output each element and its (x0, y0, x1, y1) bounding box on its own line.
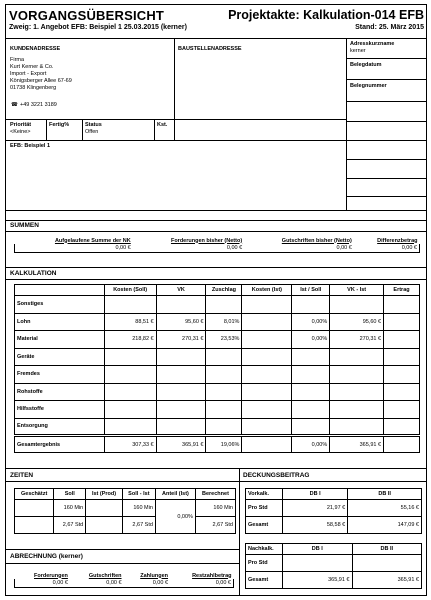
deckung-cell: 55,16 € (348, 500, 422, 517)
summen-value: 0,00 € (15, 244, 133, 252)
status-date: Stand: 25. März 2015 (355, 24, 424, 31)
kalk-cell (156, 366, 206, 384)
project-title: Projektakte: Kalkulation-014 EFB (228, 8, 424, 22)
kalk-cell (206, 366, 242, 384)
kalk-row (15, 383, 420, 401)
abrechnung-value: 0,00 € (15, 579, 70, 587)
priority-label: Priorität (10, 122, 32, 128)
kalk-cell (104, 401, 156, 419)
kalk-cell (242, 383, 292, 401)
divider (239, 481, 426, 482)
kalk-row (15, 418, 420, 436)
abrechnung-header: Restzahlbetrag (192, 572, 232, 579)
deckung-vor-table (245, 488, 422, 534)
kalk-cell: 270,31 € (156, 331, 206, 349)
summen-header: Gutschriften bisher (Netto) (281, 237, 352, 244)
summen-value: 0,00 € (354, 244, 420, 252)
kalk-total-cell (384, 436, 420, 453)
kalk-total-cell: 365,91 € (156, 436, 206, 453)
kalk-cell (292, 418, 330, 436)
kalk-cell: 218,82 € (104, 331, 156, 349)
kalk-cell (206, 348, 242, 366)
kalk-cell (384, 348, 420, 366)
deckung-cell (352, 555, 422, 572)
vorkalk-label: Vorkalk. (246, 489, 283, 500)
kalk-cell (156, 296, 206, 314)
kalk-cell (330, 366, 384, 384)
abrechnung-value: 0,00 € (124, 579, 170, 587)
header (9, 8, 424, 38)
summen-value: 0,00 € (244, 244, 354, 252)
kalk-row (15, 313, 420, 331)
zeiten-cell (86, 517, 123, 534)
kalk-cell (242, 313, 292, 331)
kalk-cell (384, 401, 420, 419)
kalk-cell (156, 401, 206, 419)
kalk-header: VK - Ist (330, 285, 384, 296)
kalk-cell (384, 418, 420, 436)
kalk-cell: 95,60 € (156, 313, 206, 331)
kalk-cell (330, 296, 384, 314)
done-label: Fertig% (49, 122, 70, 128)
kalk-total-cell: 19,06% (206, 436, 242, 453)
customer-phone: +49 3221 3189 (20, 102, 57, 108)
kalk-total-label: Gesamtergebnis (15, 436, 105, 453)
deckung-cell: 365,91 € (352, 572, 422, 589)
gesamt-label: Gesamt (246, 517, 283, 534)
zeiten-cell (15, 500, 54, 517)
kalk-cell: 88,51 € (104, 313, 156, 331)
kalk-row-label: Fremdes (15, 366, 105, 384)
kalk-total-row (15, 436, 420, 453)
kalk-row-label: Geräte (15, 348, 105, 366)
kalk-cell (206, 296, 242, 314)
divider (6, 267, 426, 268)
kalk-row-label: Entsorgung (15, 418, 105, 436)
zeiten-header: Soll - Ist (122, 489, 155, 500)
kalk-row (15, 348, 420, 366)
zeiten-cell: 160 Min (195, 500, 235, 517)
kalk-cell (292, 366, 330, 384)
abrechnung-header: Gutschriften (88, 572, 122, 579)
deckung-nach-table (245, 543, 422, 589)
kalk-header: Kosten (Ist) (242, 285, 292, 296)
priority-value: <Keine> (10, 129, 31, 135)
divider (346, 196, 426, 197)
short-name-value: kerner (350, 48, 366, 54)
kalk-cell (206, 418, 242, 436)
pro-std-label: Pro Std (246, 500, 283, 517)
summen-header: Aufgelaufene Summe der NK (54, 237, 131, 244)
kalk-cell (384, 331, 420, 349)
zeiten-header: Anteil (Ist) (155, 489, 195, 500)
summen-header: Differenzbetrag (377, 237, 418, 244)
summen-table (14, 237, 420, 253)
divider (346, 58, 426, 59)
document-number-label: Belegnummer (350, 83, 387, 89)
kalk-cell: 270,31 € (330, 331, 384, 349)
db2-header: DB II (348, 489, 422, 500)
divider (6, 220, 426, 221)
divider (6, 38, 426, 39)
summen-title: SUMMEN (10, 222, 39, 229)
summen-value: 0,00 € (133, 244, 244, 252)
kalk-cell (330, 348, 384, 366)
divider (346, 79, 426, 80)
divider (6, 231, 426, 232)
kalk-cell (156, 348, 206, 366)
kalk-row (15, 296, 420, 314)
abrechnung-table (14, 572, 234, 588)
divider (6, 563, 239, 564)
kalk-cell (292, 401, 330, 419)
kalk-header: VK (156, 285, 206, 296)
divider (46, 119, 47, 140)
kalk-row-label: Material (15, 331, 105, 349)
deckung-cell: 21,97 € (283, 500, 348, 517)
document-page (5, 4, 427, 596)
db1-header: DB I (283, 544, 353, 555)
zeiten-title: ZEITEN (10, 472, 34, 479)
kalk-cell (104, 296, 156, 314)
divider (6, 210, 426, 211)
divider (239, 468, 240, 596)
divider (6, 279, 426, 280)
divider (6, 119, 346, 120)
deckung-title: DECKUNGSBEITRAG (243, 472, 310, 479)
kalk-cell (292, 296, 330, 314)
abrechnung-value: 0,00 € (170, 579, 233, 587)
kalk-cell (206, 401, 242, 419)
kalk-header (15, 285, 105, 296)
kalk-cell: 95,60 € (330, 313, 384, 331)
kalk-row (15, 331, 420, 349)
abrechnung-title: ABRECHNUNG (kerner) (10, 553, 83, 560)
deckung-cell (283, 555, 353, 572)
kalkulation-table (14, 284, 420, 453)
kalk-row-label: Lohn (15, 313, 105, 331)
kalk-header: Zuschlag (206, 285, 242, 296)
kalk-row (15, 366, 420, 384)
divider (174, 38, 175, 119)
zeiten-cell (15, 517, 54, 534)
kalk-cell (292, 383, 330, 401)
deckung-cell: 58,58 € (283, 517, 348, 534)
divider (346, 159, 426, 160)
kalk-row-label: Sonstiges (15, 296, 105, 314)
status-label: Status (85, 122, 102, 128)
kalk-cell: 0,00% (292, 313, 330, 331)
customer-line: Import - Export (10, 71, 47, 77)
divider (6, 549, 239, 550)
zeiten-cell: 2,67 Std (195, 517, 235, 534)
customer-line: 01738 Klingenberg (10, 85, 57, 91)
zeiten-cell: 2,67 Std (122, 517, 155, 534)
zeiten-cell: 160 Min (54, 500, 86, 517)
kalk-cell: 8,01% (206, 313, 242, 331)
kalk-row-label: Rohstoffe (15, 383, 105, 401)
divider (346, 101, 426, 102)
kalk-cell (242, 401, 292, 419)
db2-header: DB II (352, 544, 422, 555)
kalk-cell (242, 348, 292, 366)
phone-icon: ☎ (11, 102, 18, 108)
divider (346, 121, 426, 122)
zeiten-header: Soll (54, 489, 86, 500)
zeiten-table (14, 488, 236, 534)
kalk-cell (156, 383, 206, 401)
kalk-cell (242, 331, 292, 349)
customer-address-label: KUNDENADRESSE (10, 46, 61, 52)
divider (346, 178, 426, 179)
zeiten-cell (86, 500, 123, 517)
divider (346, 38, 347, 210)
kalk-total-cell: 307,33 € (104, 436, 156, 453)
kalk-cell (384, 313, 420, 331)
site-address-label: BAUSTELLENADRESSE (178, 46, 242, 52)
kalk-total-cell: 0,00% (292, 436, 330, 453)
kalk-cell (330, 401, 384, 419)
customer-line: Firma (10, 57, 25, 63)
zeiten-cell: 2,67 Std (54, 517, 86, 534)
kalk-cell (292, 348, 330, 366)
status-value: Offen (85, 129, 99, 135)
kalk-cell (330, 418, 384, 436)
divider (6, 140, 426, 141)
zeiten-header: Berechnet (195, 489, 235, 500)
efb-label: EFB: Beispiel 1 (10, 143, 51, 149)
kalk-header: Ertrag (384, 285, 420, 296)
kalk-cell (104, 366, 156, 384)
pro-std-label: Pro Std (246, 555, 283, 572)
kalk-cell: 23,53% (206, 331, 242, 349)
abrechnung-header: Forderungen (33, 572, 68, 579)
kst-label: Kst. (157, 122, 168, 128)
kalk-cell (384, 366, 420, 384)
db1-header: DB I (283, 489, 348, 500)
gesamt-label: Gesamt (246, 572, 283, 589)
summen-header: Forderungen bisher (Netto) (170, 237, 243, 244)
kalk-cell (104, 348, 156, 366)
short-name-label: Adresskurzname (350, 41, 395, 47)
kalk-header: Ist / Soll (292, 285, 330, 296)
document-date-label: Belegdatum (350, 62, 382, 68)
zeiten-anteil: 0,00% (155, 500, 195, 534)
branch-info: Zweig: 1. Angebot EFB: Beispiel 1 25.03.2015 (kerner) (9, 24, 187, 31)
deckung-cell: 147,09 € (348, 517, 422, 534)
divider (6, 468, 426, 469)
divider (174, 119, 175, 140)
kalkulation-title: KALKULATION (10, 270, 57, 277)
nachkalk-label: Nachkalk. (246, 544, 283, 555)
divider (6, 481, 239, 482)
divider (154, 119, 155, 140)
zeiten-header: Geschätzt (15, 489, 54, 500)
kalk-cell (242, 366, 292, 384)
kalk-row-label: Hilfsstoffe (15, 401, 105, 419)
kalk-cell (206, 383, 242, 401)
zeiten-cell: 160 Min (122, 500, 155, 517)
kalk-cell (384, 383, 420, 401)
kalk-cell (156, 418, 206, 436)
divider (82, 119, 83, 140)
page-title: VORGANGSÜBERSICHT (9, 8, 165, 23)
kalk-cell (242, 296, 292, 314)
deckung-cell: 365,91 € (283, 572, 353, 589)
kalk-cell (104, 418, 156, 436)
zeiten-header: Ist (Prod) (86, 489, 123, 500)
kalk-cell (384, 296, 420, 314)
customer-line: Königsberger Allee 67-69 (10, 78, 72, 84)
kalk-cell (242, 418, 292, 436)
abrechnung-value: 0,00 € (70, 579, 124, 587)
kalk-row (15, 401, 420, 419)
kalk-cell (104, 383, 156, 401)
customer-line: Kurt Kerner & Co. (10, 64, 54, 70)
kalk-cell: 0,00% (292, 331, 330, 349)
kalk-header: Kosten (Soll) (104, 285, 156, 296)
kalk-cell (330, 383, 384, 401)
kalk-total-cell: 365,91 € (330, 436, 384, 453)
abrechnung-header: Zahlungen (140, 572, 169, 579)
kalk-total-cell (242, 436, 292, 453)
